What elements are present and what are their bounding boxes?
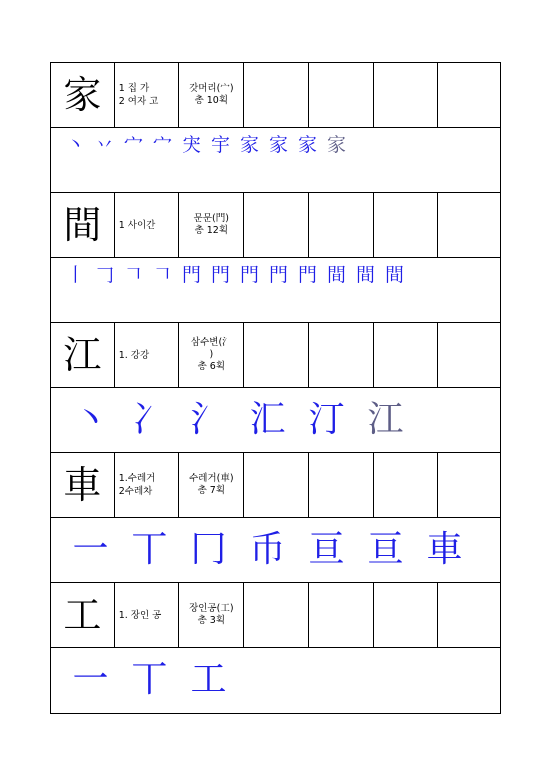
meaning-line: 1 사이간 xyxy=(118,219,156,231)
radical-line: 장인공(工) xyxy=(189,603,234,614)
stroke-step: 丅 xyxy=(131,529,168,570)
practice-box[interactable] xyxy=(438,453,500,517)
hanja-block-gong xyxy=(51,583,500,713)
stroke-count: 총 6획 xyxy=(197,361,226,372)
stroke-step: 間 xyxy=(384,264,404,286)
meaning-line: 1 집 가 xyxy=(118,83,150,94)
stroke-step: 丶 xyxy=(72,399,109,440)
hanja-meanings xyxy=(115,323,180,387)
practice-box[interactable] xyxy=(374,63,439,127)
stroke-step: 門 xyxy=(181,264,201,286)
practice-box[interactable] xyxy=(438,193,500,257)
stroke-step: 家 xyxy=(268,134,288,156)
practice-box[interactable] xyxy=(244,583,309,647)
hanja-info-row xyxy=(51,453,500,518)
stroke-step: 江 xyxy=(367,399,404,440)
practice-box[interactable] xyxy=(438,323,500,387)
hanja-radical-info xyxy=(179,583,244,647)
stroke-step: 一 xyxy=(72,529,109,570)
hanja-block-ga xyxy=(51,63,500,193)
hanja-block-geo xyxy=(51,453,500,583)
stroke-step: 亘 xyxy=(367,529,404,570)
stroke-step: 工 xyxy=(190,659,227,700)
radical-line-wrap: ) xyxy=(209,349,214,360)
stroke-order-row xyxy=(51,388,500,453)
hanja-info-row xyxy=(51,323,500,388)
practice-box[interactable] xyxy=(244,323,309,387)
hanja-character: 家 xyxy=(51,63,115,127)
practice-box[interactable] xyxy=(374,583,439,647)
stroke-step: 汀 xyxy=(308,399,345,440)
stroke-step: 宀 xyxy=(152,134,172,156)
stroke-step: 𠃌 xyxy=(94,264,114,286)
stroke-step: 𠃍 xyxy=(123,264,143,286)
stroke-order-row xyxy=(51,258,500,323)
practice-box[interactable] xyxy=(309,583,374,647)
practice-box[interactable] xyxy=(374,453,439,517)
radical-line: 문문(門) xyxy=(193,213,229,224)
practice-box[interactable] xyxy=(374,323,439,387)
stroke-order-sequence xyxy=(61,262,494,288)
meaning-line: 2수레차 xyxy=(118,486,153,497)
hanja-worksheet xyxy=(50,62,501,714)
stroke-step: 𠃍 xyxy=(152,264,172,286)
hanja-info-row xyxy=(51,583,500,648)
hanja-character: 江 xyxy=(51,323,115,387)
hanja-meanings xyxy=(115,63,180,127)
practice-box[interactable] xyxy=(244,63,309,127)
stroke-step: 亘 xyxy=(308,529,345,570)
stroke-step: 間 xyxy=(326,264,346,286)
practice-box[interactable] xyxy=(438,583,500,647)
stroke-step: 宇 xyxy=(210,134,230,156)
stroke-order-sequence xyxy=(61,132,494,158)
hanja-radical-info xyxy=(179,63,244,127)
stroke-step: 丨 xyxy=(65,264,85,286)
practice-box[interactable] xyxy=(244,453,309,517)
radical-line: 갓머리(宀) xyxy=(189,83,234,94)
practice-box[interactable] xyxy=(309,63,374,127)
meaning-line: 1. 장인 공 xyxy=(118,609,162,621)
stroke-order-row xyxy=(51,648,500,713)
stroke-step: 丶 xyxy=(65,134,85,156)
radical-line: 수레거(車) xyxy=(189,473,234,484)
stroke-step: 門 xyxy=(268,264,288,286)
stroke-order-sequence xyxy=(61,392,494,448)
stroke-step: 丅 xyxy=(131,659,168,700)
stroke-step: 車 xyxy=(426,529,463,570)
stroke-count: 총 3획 xyxy=(197,615,226,626)
stroke-step: 門 xyxy=(239,264,259,286)
stroke-step: 丷 xyxy=(94,134,114,156)
stroke-step: 家 xyxy=(239,134,259,156)
hanja-block-gan xyxy=(51,193,500,323)
practice-box[interactable] xyxy=(309,193,374,257)
stroke-step: 家 xyxy=(326,134,346,156)
hanja-block-gang xyxy=(51,323,500,453)
meaning-line: 1. 강강 xyxy=(118,349,150,361)
radical-line: 삼수변(氵 xyxy=(190,337,232,348)
hanja-radical-info xyxy=(179,193,244,257)
stroke-order-sequence xyxy=(61,522,494,578)
stroke-order-row xyxy=(51,518,500,583)
hanja-character: 工 xyxy=(51,583,115,647)
stroke-step: 宀 xyxy=(123,134,143,156)
meaning-line: 2 여자 고 xyxy=(118,96,159,107)
stroke-step: 門 xyxy=(297,264,317,286)
practice-box[interactable] xyxy=(438,63,500,127)
hanja-radical-info xyxy=(179,453,244,517)
stroke-step: 家 xyxy=(297,134,317,156)
meaning-line: 1.수레거 xyxy=(118,473,156,484)
hanja-meanings xyxy=(115,453,180,517)
stroke-step: 氵 xyxy=(190,399,227,440)
stroke-order-row xyxy=(51,128,500,193)
stroke-step: 門 xyxy=(210,264,230,286)
stroke-count: 총 7획 xyxy=(197,485,226,496)
hanja-info-row xyxy=(51,63,500,128)
stroke-step: 币 xyxy=(249,529,286,570)
stroke-step: 冫 xyxy=(131,399,168,440)
hanja-meanings xyxy=(115,583,180,647)
hanja-info-row xyxy=(51,193,500,258)
stroke-order-sequence xyxy=(61,652,494,708)
practice-box[interactable] xyxy=(309,323,374,387)
practice-box[interactable] xyxy=(244,193,309,257)
stroke-step: 一 xyxy=(72,659,109,700)
stroke-count: 총 12획 xyxy=(194,225,229,236)
hanja-radical-info xyxy=(179,323,244,387)
stroke-step: 宊 xyxy=(181,134,201,156)
practice-box[interactable] xyxy=(309,453,374,517)
hanja-character: 車 xyxy=(51,453,115,517)
stroke-step: 汇 xyxy=(249,399,286,440)
hanja-character: 間 xyxy=(51,193,115,257)
stroke-step: 間 xyxy=(355,264,375,286)
stroke-step: 冂 xyxy=(190,529,227,570)
stroke-count: 총 10획 xyxy=(194,95,229,106)
practice-box[interactable] xyxy=(374,193,439,257)
hanja-meanings xyxy=(115,193,180,257)
